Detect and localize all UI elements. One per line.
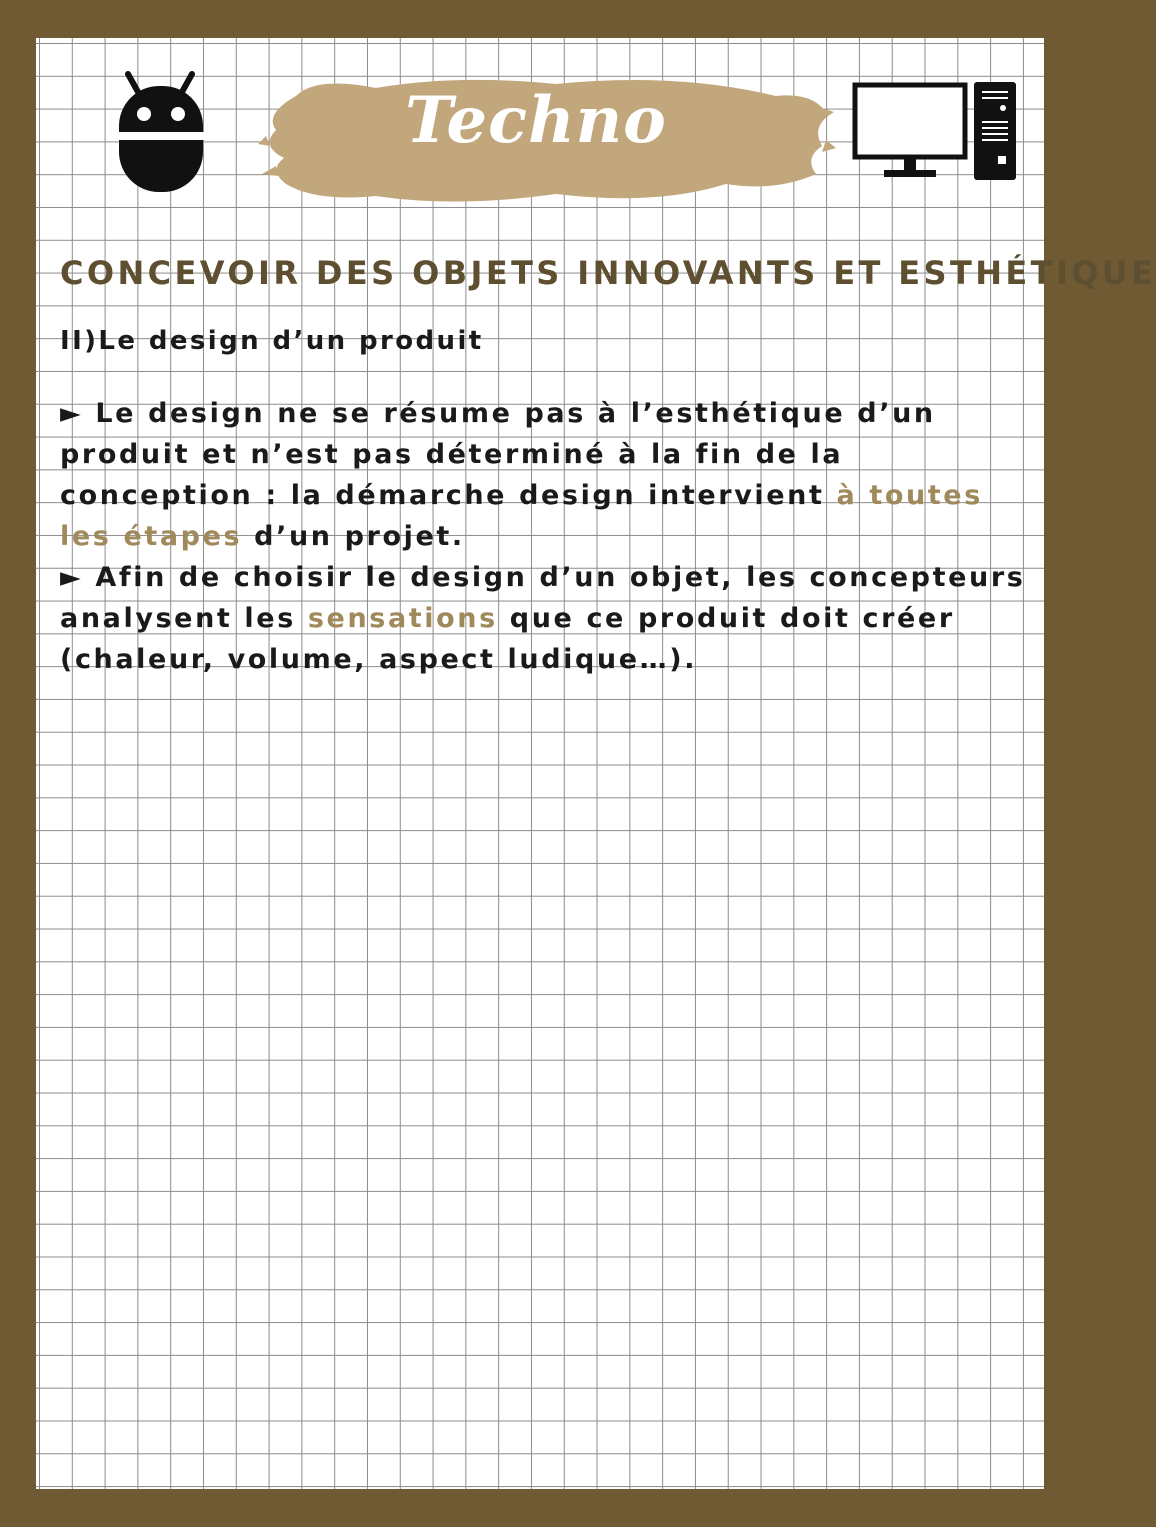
paragraph-text: d’un projet. — [242, 521, 465, 552]
highlighted-text: sensations — [307, 603, 498, 634]
paragraph-text: que ce produit doit créer (chaleur, volume, aspect ludique…). — [60, 603, 955, 675]
page-title: Techno — [405, 83, 667, 158]
android-robot-icon — [116, 66, 206, 196]
paragraph-sensations — [60, 557, 1035, 680]
paragraph-design-stages — [60, 393, 1035, 557]
paragraph-text: Le design ne se résume pas à l’esthétique d’un produit et n’est pas déterminé à la fin de la conception : la démarche design intervient — [60, 398, 936, 511]
highlighted-text: à toutes les étapes — [60, 480, 983, 552]
paragraph-text: Afin de choisir le design d’un objet, les concepteurs analysent les — [60, 562, 1026, 634]
section-heading: CONCEVOIR DES OBJETS INNOVANTS ET ESTHÉTIQUE — [60, 254, 1156, 292]
subsection-title: II)Le design d’un produit — [60, 326, 484, 356]
bullet-arrow-icon: ► — [60, 398, 84, 429]
bullet-arrow-icon: ► — [60, 562, 84, 593]
desktop-computer-icon — [852, 82, 1022, 184]
grid-paper-sheet — [36, 38, 1156, 1489]
